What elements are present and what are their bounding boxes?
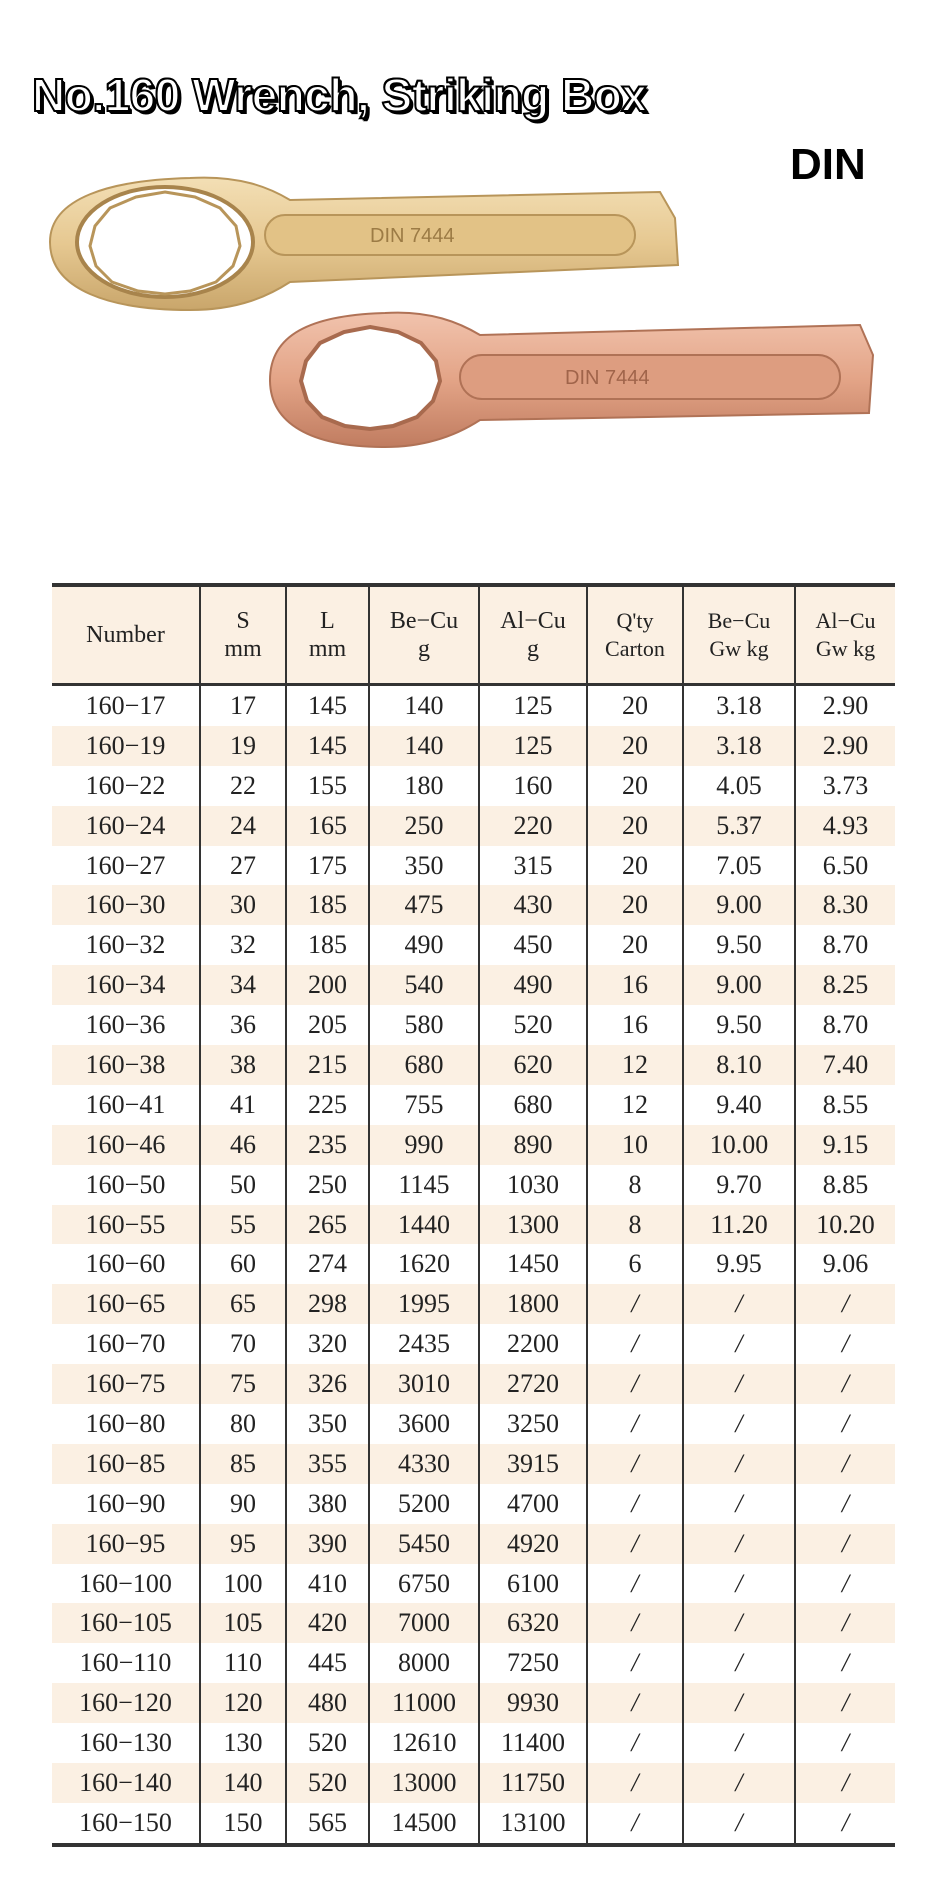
table-header [52, 585, 895, 685]
col-l-header: L mm [286, 585, 369, 685]
alcu-gw-cell: 3.73 [795, 766, 895, 806]
becu-weight-cell: 1620 [369, 1244, 479, 1284]
table-row [52, 1324, 895, 1364]
qty-cell: / [587, 1404, 683, 1444]
standard-label: DIN [790, 140, 866, 189]
number-cell: 160−120 [52, 1683, 200, 1723]
col-alcu-weight-header: Al−Cu g [479, 585, 587, 685]
s-cell: 90 [200, 1484, 286, 1524]
number-cell: 160−38 [52, 1045, 200, 1085]
number-cell: 160−17 [85, 690, 166, 720]
qty-cell: 20 [587, 885, 683, 925]
table-body [52, 685, 895, 1845]
s-cell: 95 [200, 1524, 286, 1564]
alcu-weight-cell: 490 [479, 965, 587, 1005]
l-cell: 185 [286, 885, 369, 925]
becu-gw-cell: 8.10 [683, 1045, 795, 1085]
qty-cell: / [587, 1603, 683, 1643]
col-s-header: S mm [200, 585, 286, 685]
number-cell: 160−85 [52, 1444, 200, 1484]
table-row [52, 1404, 895, 1444]
becu-gw-cell: / [683, 1803, 795, 1845]
qty-cell: / [587, 1803, 683, 1845]
becu-weight-cell: 8000 [369, 1643, 479, 1683]
l-cell: 265 [286, 1205, 369, 1245]
becu-weight-cell: 1995 [369, 1284, 479, 1324]
s-cell: 22 [200, 766, 286, 806]
s-cell: 100 [200, 1564, 286, 1604]
becu-gw-cell: 9.95 [683, 1244, 795, 1284]
becu-gw-cell: 7.05 [683, 846, 795, 886]
qty-cell: / [587, 1284, 683, 1324]
becu-weight-cell: 3010 [369, 1364, 479, 1404]
number-cell: 160−22 [85, 770, 166, 800]
copper-engraving: DIN 7444 [565, 367, 650, 389]
alcu-weight-cell: 220 [479, 806, 587, 846]
alcu-weight-cell: 1450 [479, 1244, 587, 1284]
becu-gw-cell: / [683, 1324, 795, 1364]
becu-gw-cell: 9.40 [683, 1085, 795, 1125]
l-cell: 200 [286, 965, 369, 1005]
becu-gw-cell: / [683, 1723, 795, 1763]
qty-cell: / [587, 1643, 683, 1683]
l-cell: 445 [286, 1643, 369, 1683]
alcu-gw-cell: / [795, 1484, 895, 1524]
alcu-weight-cell: 4920 [479, 1524, 587, 1564]
alcu-weight-cell: 11400 [479, 1723, 587, 1763]
alcu-weight-cell: 13100 [479, 1803, 587, 1845]
alcu-gw-cell: 6.50 [795, 846, 895, 886]
s-cell: 150 [200, 1803, 286, 1845]
table-row [52, 806, 895, 846]
qty-cell: / [587, 1564, 683, 1604]
becu-gw-cell: / [683, 1444, 795, 1484]
l-cell: 320 [286, 1324, 369, 1364]
qty-cell: 20 [587, 806, 683, 846]
alcu-gw-cell: 2.90 [795, 685, 895, 726]
alcu-gw-cell: 9.06 [795, 1244, 895, 1284]
table-row [52, 1165, 895, 1205]
table-row [52, 685, 895, 726]
table-row [52, 846, 895, 886]
number-cell: 160−24 [52, 806, 200, 846]
alcu-gw-cell: / [795, 1444, 895, 1484]
l-cell: 235 [286, 1125, 369, 1165]
becu-weight-cell: 1145 [369, 1165, 479, 1205]
alcu-gw-cell: 8.85 [795, 1165, 895, 1205]
alcu-gw-cell: / [795, 1603, 895, 1643]
alcu-weight-cell: 890 [479, 1125, 587, 1165]
becu-weight-cell: 580 [369, 1005, 479, 1045]
becu-gw-cell: / [683, 1763, 795, 1803]
becu-gw-cell: 9.70 [683, 1165, 795, 1205]
qty-cell: / [587, 1324, 683, 1364]
brass-wrench-image [50, 178, 678, 310]
l-cell: 215 [286, 1045, 369, 1085]
number-cell: 160−75 [52, 1364, 200, 1404]
number-cell: 160−36 [85, 1010, 166, 1040]
alcu-weight-cell: 1030 [479, 1165, 587, 1205]
qty-cell: 20 [587, 846, 683, 886]
s-cell: 105 [200, 1603, 286, 1643]
qty-cell: / [587, 1484, 683, 1524]
becu-gw-cell: / [683, 1484, 795, 1524]
s-cell: 55 [200, 1205, 286, 1245]
number-cell: 160−46 [52, 1125, 200, 1165]
s-cell: 85 [200, 1444, 286, 1484]
page-title: No.160 Wrench, Striking Box [32, 69, 647, 121]
l-cell: 145 [286, 726, 369, 766]
alcu-gw-cell: / [795, 1763, 895, 1803]
l-cell: 155 [286, 766, 369, 806]
table-row [52, 1244, 895, 1284]
copper-wrench-image [270, 313, 873, 447]
becu-weight-cell: 540 [369, 965, 479, 1005]
qty-cell: 16 [587, 965, 683, 1005]
brass-engraving: DIN 7444 [370, 225, 455, 247]
table-row [52, 1125, 895, 1165]
table-row [52, 1683, 895, 1723]
l-cell: 326 [286, 1364, 369, 1404]
alcu-weight-cell: 11750 [479, 1763, 587, 1803]
alcu-weight-cell: 125 [479, 726, 587, 766]
becu-gw-cell: / [683, 1364, 795, 1404]
table-row [52, 1803, 895, 1845]
alcu-gw-cell: 7.40 [795, 1045, 895, 1085]
l-cell: 298 [286, 1284, 369, 1324]
becu-gw-cell: / [683, 1524, 795, 1564]
becu-weight-cell: 350 [369, 846, 479, 886]
l-cell: 165 [286, 806, 369, 846]
becu-weight-cell: 180 [369, 766, 479, 806]
s-cell: 140 [200, 1763, 286, 1803]
table-row [52, 1045, 895, 1085]
alcu-weight-cell: 160 [479, 766, 587, 806]
becu-gw-cell: 4.05 [683, 766, 795, 806]
becu-gw-cell: 9.50 [683, 1005, 795, 1045]
qty-cell: / [587, 1444, 683, 1484]
number-cell: 160−140 [52, 1763, 200, 1803]
l-cell: 175 [286, 846, 369, 886]
alcu-gw-cell: 4.93 [795, 806, 895, 846]
qty-cell: 20 [587, 925, 683, 965]
qty-cell: 10 [587, 1125, 683, 1165]
l-cell: 205 [286, 1005, 369, 1045]
number-cell: 160−90 [85, 1488, 166, 1518]
qty-cell: / [587, 1683, 683, 1723]
s-cell: 38 [200, 1045, 286, 1085]
l-cell: 185 [286, 925, 369, 965]
s-cell: 41 [200, 1085, 286, 1125]
table-row [52, 1005, 895, 1045]
alcu-gw-cell: / [795, 1404, 895, 1444]
alcu-weight-cell: 3915 [479, 1444, 587, 1484]
number-cell: 160−55 [52, 1205, 200, 1245]
s-cell: 32 [200, 925, 286, 965]
number-cell: 160−19 [52, 726, 200, 766]
qty-cell: 8 [587, 1205, 683, 1245]
becu-gw-cell: 3.18 [683, 685, 795, 726]
l-cell: 565 [286, 1803, 369, 1845]
alcu-weight-cell: 620 [479, 1045, 587, 1085]
becu-gw-cell: 9.00 [683, 885, 795, 925]
number-cell: 160−50 [85, 1169, 166, 1199]
l-cell: 225 [286, 1085, 369, 1125]
table-row [52, 1723, 895, 1763]
becu-gw-cell: / [683, 1683, 795, 1723]
alcu-weight-cell: 9930 [479, 1683, 587, 1723]
alcu-gw-cell: / [795, 1284, 895, 1324]
becu-weight-cell: 14500 [369, 1803, 479, 1845]
alcu-gw-cell: 8.70 [795, 925, 895, 965]
number-cell: 160−32 [85, 930, 166, 960]
table-row [52, 1205, 895, 1245]
l-cell: 350 [286, 1404, 369, 1444]
becu-weight-cell: 1440 [369, 1205, 479, 1245]
becu-gw-cell: / [683, 1603, 795, 1643]
table-row [52, 1603, 895, 1643]
qty-cell: 8 [587, 1165, 683, 1205]
alcu-gw-cell: 2.90 [795, 726, 895, 766]
alcu-gw-cell: / [795, 1564, 895, 1604]
becu-gw-cell: 5.37 [683, 806, 795, 846]
alcu-gw-cell: 9.15 [795, 1125, 895, 1165]
alcu-gw-cell: 10.20 [795, 1205, 895, 1245]
l-cell: 250 [286, 1165, 369, 1205]
s-cell: 70 [200, 1324, 286, 1364]
alcu-gw-cell: / [795, 1803, 895, 1845]
qty-cell: 6 [587, 1244, 683, 1284]
becu-weight-cell: 990 [369, 1125, 479, 1165]
alcu-weight-cell: 6100 [479, 1564, 587, 1604]
becu-weight-cell: 5200 [369, 1484, 479, 1524]
table-row [52, 1564, 895, 1604]
becu-weight-cell: 13000 [369, 1763, 479, 1803]
number-cell: 160−30 [52, 885, 200, 925]
alcu-gw-cell: / [795, 1324, 895, 1364]
table-row [52, 1284, 895, 1324]
table-row [52, 1643, 895, 1683]
l-cell: 355 [286, 1444, 369, 1484]
becu-gw-cell: 9.50 [683, 925, 795, 965]
becu-gw-cell: / [683, 1404, 795, 1444]
s-cell: 130 [200, 1723, 286, 1763]
qty-cell: / [587, 1364, 683, 1404]
becu-gw-cell: 3.18 [683, 726, 795, 766]
number-cell: 160−130 [79, 1728, 172, 1758]
number-cell: 160−34 [52, 965, 200, 1005]
becu-weight-cell: 680 [369, 1045, 479, 1085]
table-row [52, 1085, 895, 1125]
becu-weight-cell: 250 [369, 806, 479, 846]
number-cell: 160−65 [52, 1284, 200, 1324]
becu-weight-cell: 475 [369, 885, 479, 925]
becu-weight-cell: 11000 [369, 1683, 479, 1723]
l-cell: 390 [286, 1524, 369, 1564]
alcu-gw-cell: 8.25 [795, 965, 895, 1005]
alcu-gw-cell: 8.70 [795, 1005, 895, 1045]
becu-weight-cell: 2435 [369, 1324, 479, 1364]
l-cell: 410 [286, 1564, 369, 1604]
qty-cell: 20 [587, 726, 683, 766]
becu-weight-cell: 140 [369, 685, 479, 726]
becu-weight-cell: 4330 [369, 1444, 479, 1484]
col-alcu-gw-header: Al−Cu Gw kg [795, 585, 895, 685]
col-number-header: Number [52, 585, 200, 685]
alcu-weight-cell: 1300 [479, 1205, 587, 1245]
alcu-gw-cell: / [795, 1524, 895, 1564]
becu-weight-cell: 755 [369, 1085, 479, 1125]
alcu-weight-cell: 6320 [479, 1603, 587, 1643]
becu-weight-cell: 3600 [369, 1404, 479, 1444]
qty-cell: / [587, 1723, 683, 1763]
l-cell: 480 [286, 1683, 369, 1723]
l-cell: 274 [286, 1244, 369, 1284]
s-cell: 120 [200, 1683, 286, 1723]
l-cell: 145 [286, 685, 369, 726]
alcu-gw-cell: / [795, 1683, 895, 1723]
becu-gw-cell: / [683, 1643, 795, 1683]
l-cell: 520 [286, 1763, 369, 1803]
number-cell: 160−150 [79, 1807, 172, 1837]
alcu-gw-cell: 8.55 [795, 1085, 895, 1125]
alcu-weight-cell: 125 [479, 685, 587, 726]
alcu-weight-cell: 7250 [479, 1643, 587, 1683]
number-cell: 160−80 [85, 1408, 166, 1438]
col-becu-weight-header: Be−Cu g [369, 585, 479, 685]
spec-table [52, 583, 895, 1847]
alcu-weight-cell: 3250 [479, 1404, 587, 1444]
table-row [52, 965, 895, 1005]
alcu-gw-cell: / [795, 1643, 895, 1683]
becu-weight-cell: 6750 [369, 1564, 479, 1604]
number-cell: 160−41 [85, 1089, 166, 1119]
s-cell: 75 [200, 1364, 286, 1404]
qty-cell: / [587, 1763, 683, 1803]
qty-cell: 16 [587, 1005, 683, 1045]
number-cell: 160−70 [85, 1329, 166, 1359]
alcu-weight-cell: 2720 [479, 1364, 587, 1404]
col-becu-gw-header: Be−Cu Gw kg [683, 585, 795, 685]
alcu-weight-cell: 520 [479, 1005, 587, 1045]
alcu-gw-cell: 8.30 [795, 885, 895, 925]
product-photo [40, 170, 920, 500]
alcu-weight-cell: 2200 [479, 1324, 587, 1364]
s-cell: 110 [200, 1643, 286, 1683]
becu-gw-cell: 9.00 [683, 965, 795, 1005]
becu-gw-cell: / [683, 1284, 795, 1324]
table-row [52, 726, 895, 766]
s-cell: 27 [200, 846, 286, 886]
alcu-gw-cell: / [795, 1364, 895, 1404]
alcu-gw-cell: / [795, 1723, 895, 1763]
alcu-weight-cell: 450 [479, 925, 587, 965]
s-cell: 19 [200, 726, 286, 766]
qty-cell: 12 [587, 1045, 683, 1085]
s-cell: 50 [200, 1165, 286, 1205]
becu-weight-cell: 5450 [369, 1524, 479, 1564]
s-cell: 34 [200, 965, 286, 1005]
table-row [52, 1364, 895, 1404]
table-row [52, 885, 895, 925]
number-cell: 160−100 [79, 1568, 172, 1598]
becu-gw-cell: 10.00 [683, 1125, 795, 1165]
l-cell: 520 [286, 1723, 369, 1763]
alcu-weight-cell: 430 [479, 885, 587, 925]
table-row [52, 1524, 895, 1564]
s-cell: 46 [200, 1125, 286, 1165]
number-cell: 160−105 [52, 1603, 200, 1643]
becu-weight-cell: 7000 [369, 1603, 479, 1643]
qty-cell: 20 [587, 766, 683, 806]
qty-cell: 20 [587, 685, 683, 726]
table-row [52, 766, 895, 806]
s-cell: 36 [200, 1005, 286, 1045]
l-cell: 420 [286, 1603, 369, 1643]
number-cell: 160−95 [52, 1524, 200, 1564]
l-cell: 380 [286, 1484, 369, 1524]
table-row [52, 925, 895, 965]
becu-gw-cell: / [683, 1564, 795, 1604]
number-cell: 160−27 [85, 850, 166, 880]
s-cell: 17 [200, 685, 286, 726]
table-row [52, 1484, 895, 1524]
s-cell: 80 [200, 1404, 286, 1444]
becu-weight-cell: 490 [369, 925, 479, 965]
alcu-weight-cell: 680 [479, 1085, 587, 1125]
table-row [52, 1763, 895, 1803]
col-qty-header: Q'ty Carton [587, 585, 683, 685]
table-row [52, 1444, 895, 1484]
qty-cell: / [587, 1524, 683, 1564]
becu-weight-cell: 140 [369, 726, 479, 766]
becu-gw-cell: 11.20 [683, 1205, 795, 1245]
alcu-weight-cell: 315 [479, 846, 587, 886]
number-cell: 160−110 [79, 1648, 172, 1678]
qty-cell: 12 [587, 1085, 683, 1125]
s-cell: 30 [200, 885, 286, 925]
number-cell: 160−60 [85, 1249, 166, 1279]
alcu-weight-cell: 4700 [479, 1484, 587, 1524]
s-cell: 24 [200, 806, 286, 846]
alcu-weight-cell: 1800 [479, 1284, 587, 1324]
s-cell: 60 [200, 1244, 286, 1284]
s-cell: 65 [200, 1284, 286, 1324]
becu-weight-cell: 12610 [369, 1723, 479, 1763]
